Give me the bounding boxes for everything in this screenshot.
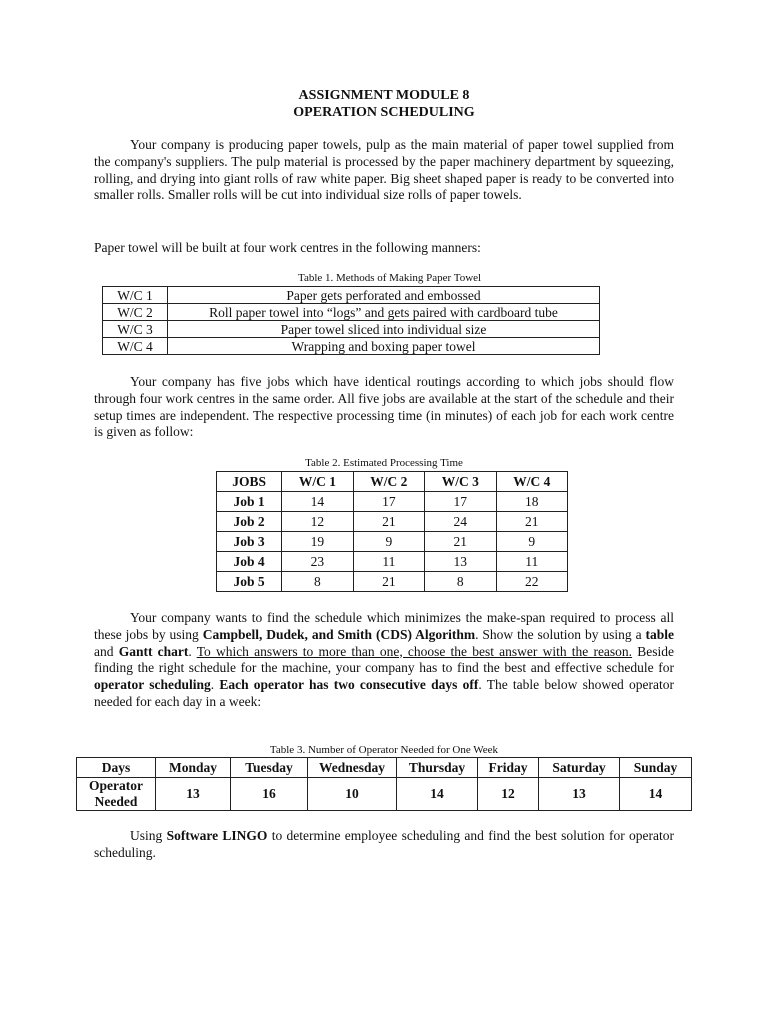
table-row <box>103 287 600 304</box>
text-span: and <box>94 643 119 659</box>
header-cell: Monday <box>156 758 231 778</box>
text-span: . Show the solution by using a <box>475 626 646 642</box>
table-row <box>77 778 692 811</box>
text-span: to determine employee scheduling and find the best solution for operator scheduling. <box>94 828 674 860</box>
emphasis-span: table <box>645 626 674 642</box>
text-span: Your company wants to find the schedule which minimizes the make-span required to process all these jobs by using <box>94 610 674 642</box>
wc-cell: W/C 3 <box>103 321 168 338</box>
table-row <box>217 552 568 572</box>
time-cell: 9 <box>353 532 424 552</box>
emphasis-span: Campbell, Dudek, and Smith (CDS) Algorithm <box>202 626 476 642</box>
time-cell: 21 <box>353 512 424 532</box>
time-cell: 13 <box>425 552 496 572</box>
table-row <box>217 532 568 552</box>
header-cell: W/C 2 <box>353 472 424 492</box>
method-cell: Paper gets perforated and embossed <box>168 287 600 304</box>
job-cell: Job 4 <box>217 552 282 572</box>
header-cell: Friday <box>478 758 539 778</box>
table-header-row <box>77 758 692 778</box>
method-cell: Paper towel sliced into individual size <box>168 321 600 338</box>
row-label-line: Operator <box>89 778 143 793</box>
header-cell: Sunday <box>620 758 692 778</box>
processing-time-table <box>216 471 568 592</box>
time-cell: 17 <box>353 492 424 512</box>
emphasis-span: Software LINGO <box>166 828 268 843</box>
table3-caption: Table 3. Number of Operator Needed for One Week <box>269 744 499 756</box>
table-row <box>103 304 600 321</box>
assignment-title: ASSIGNMENT MODULE 8 <box>298 88 470 103</box>
operator-count-cell: 13 <box>156 778 231 811</box>
wc-cell: W/C 2 <box>103 304 168 321</box>
job-cell: Job 5 <box>217 572 282 592</box>
text-span: . The table below showed operator needed for each day in a week: <box>94 677 675 709</box>
time-cell: 24 <box>425 512 496 532</box>
table-row <box>217 572 568 592</box>
operator-count-cell: 12 <box>478 778 539 811</box>
row-label-line: Needed <box>94 794 138 809</box>
work-centres-paragraph: Paper towel will be built at four work centres in the following manners: <box>94 240 481 255</box>
text-span: . <box>210 677 220 693</box>
operator-count-cell: 16 <box>231 778 308 811</box>
text-span: Using <box>130 828 167 843</box>
row-label-cell <box>77 778 156 811</box>
operator-count-cell: 10 <box>308 778 397 811</box>
time-cell: 21 <box>353 572 424 592</box>
time-cell: 21 <box>496 512 567 532</box>
time-cell: 14 <box>282 492 353 512</box>
time-cell: 22 <box>496 572 567 592</box>
time-cell: 11 <box>353 552 424 572</box>
method-cell: Wrapping and boxing paper towel <box>168 338 600 355</box>
operator-table <box>76 757 692 811</box>
job-cell: Job 3 <box>217 532 282 552</box>
jobs-paragraph: Your company has five jobs which have identical routings according to which jobs should flow through four work centres in the same order. All five jobs are available at the start of the schedule and their setup times are independent. The respective processing time (in minutes) of each job for each work centre is given as follow: <box>94 374 674 440</box>
header-cell: JOBS <box>217 472 282 492</box>
header-cell: W/C 3 <box>425 472 496 492</box>
table2-caption: Table 2. Estimated Processing Time <box>305 457 463 469</box>
header-cell: Tuesday <box>231 758 308 778</box>
time-cell: 18 <box>496 492 567 512</box>
wc-cell: W/C 1 <box>103 287 168 304</box>
scheduling-paragraph <box>94 610 674 711</box>
header-cell: W/C 1 <box>282 472 353 492</box>
time-cell: 12 <box>282 512 353 532</box>
assignment-subtitle: OPERATION SCHEDULING <box>293 105 475 120</box>
time-cell: 21 <box>425 532 496 552</box>
table1-caption: Table 1. Methods of Making Paper Towel <box>298 272 482 284</box>
emphasis-span: operator scheduling <box>94 677 211 693</box>
operator-count-cell: 14 <box>620 778 692 811</box>
header-cell: W/C 4 <box>496 472 567 492</box>
methods-table <box>102 286 600 355</box>
time-cell: 8 <box>282 572 353 592</box>
job-cell: Job 2 <box>217 512 282 532</box>
table-row <box>217 512 568 532</box>
operator-count-cell: 14 <box>397 778 478 811</box>
table-row <box>103 321 600 338</box>
table-header-row <box>217 472 568 492</box>
table-row <box>103 338 600 355</box>
header-cell: Wednesday <box>308 758 397 778</box>
intro-paragraph: Your company is producing paper towels, pulp as the main material of paper towel supplied from the company's suppliers. The pulp material is processed by the paper machinery department by squeezing, rolling, and drying into giant rolls of raw white paper. Big sheet shaped paper is ready to be converted into smaller rolls. Smaller rolls will be cut into individual size rolls of paper towels. <box>94 137 674 203</box>
emphasis-span: Gantt chart <box>118 643 189 659</box>
operator-count-cell: 13 <box>539 778 620 811</box>
time-cell: 19 <box>282 532 353 552</box>
time-cell: 9 <box>496 532 567 552</box>
text-span: . <box>188 643 197 659</box>
text-span: Beside finding the right schedule for the machine, your company has to find the best and effective schedule for <box>94 643 674 676</box>
time-cell: 8 <box>425 572 496 592</box>
header-cell: Thursday <box>397 758 478 778</box>
table-row <box>217 492 568 512</box>
header-cell: Saturday <box>539 758 620 778</box>
underlined-span: To which answers to more than one, choose the best answer with the reason. <box>196 643 633 659</box>
header-cell: Days <box>77 758 156 778</box>
lingo-paragraph <box>94 828 674 862</box>
emphasis-span: Each operator has two consecutive days off <box>219 677 479 693</box>
time-cell: 17 <box>425 492 496 512</box>
method-cell: Roll paper towel into “logs” and gets paired with cardboard tube <box>168 304 600 321</box>
time-cell: 23 <box>282 552 353 572</box>
job-cell: Job 1 <box>217 492 282 512</box>
time-cell: 11 <box>496 552 567 572</box>
wc-cell: W/C 4 <box>103 338 168 355</box>
